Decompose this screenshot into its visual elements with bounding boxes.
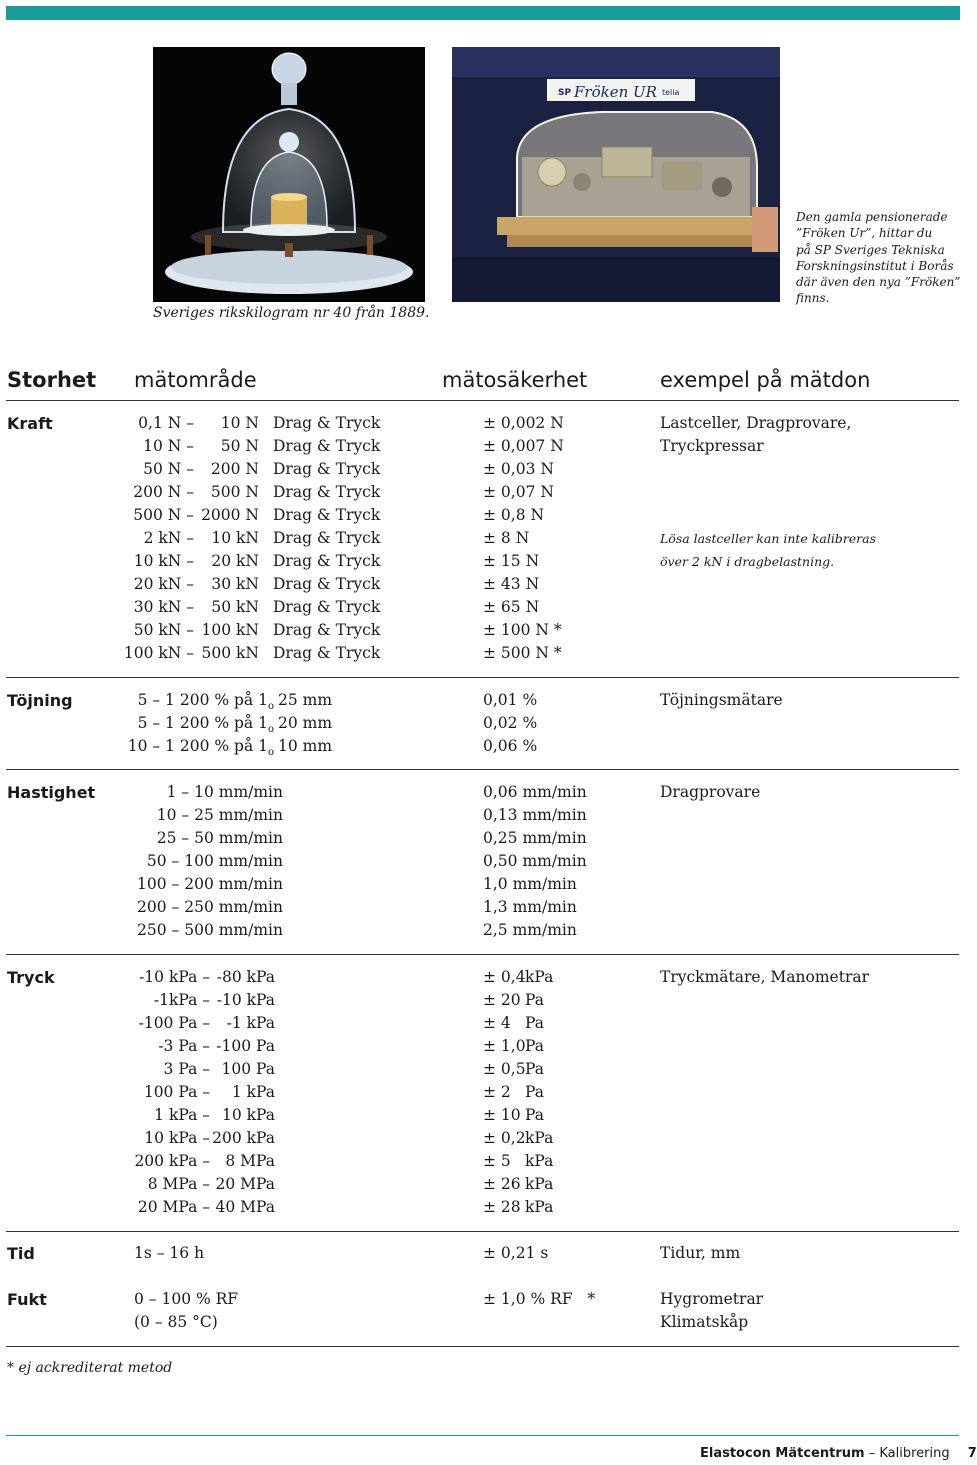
uncertainty-unit: kPa: [525, 1152, 554, 1170]
kraft-row: [0, 481, 960, 504]
range-to: -1 kPa: [226, 1014, 275, 1032]
uncertainty: 0,06 mm/min: [483, 783, 587, 801]
tid-label: Tid: [7, 1244, 35, 1263]
speed-range: 50 – 100 mm/min: [146, 852, 283, 870]
load-type: Drag & Tryck: [273, 437, 381, 455]
example: Tryckmätare, Manometrar: [660, 968, 870, 986]
hastighet-row: [0, 804, 960, 827]
uncertainty: 0,25 mm/min: [483, 829, 587, 847]
uncertainty: ± 0,03 N: [483, 460, 554, 478]
tryck-row: [0, 1012, 960, 1035]
strain-range: [138, 689, 274, 712]
uncertainty: 0,02 %: [483, 714, 538, 732]
range-from: 100 Pa –: [143, 1083, 210, 1101]
range-to: 20 kN: [211, 552, 259, 570]
range-to: 50 kN: [211, 598, 259, 616]
uncertainty-value: ± 20: [483, 991, 521, 1009]
divider-bottom: [6, 1346, 959, 1347]
clock-caption-line: Den gamla pensionerade: [796, 210, 948, 224]
tryck-row: [0, 1035, 960, 1058]
clock-caption: [796, 209, 961, 307]
speed-range: 10 – 25 mm/min: [156, 806, 283, 824]
range-from: 3 Pa –: [163, 1060, 210, 1078]
footer-company: Elastocon Mätcentrum: [700, 1446, 865, 1461]
kilogram-photo: [153, 47, 425, 302]
example: Dragprovare: [660, 783, 761, 801]
fukt-example-2: Klimatskåp: [660, 1313, 749, 1331]
uncertainty-unit: kPa: [525, 1129, 554, 1147]
range-from: 2 kN –: [143, 529, 194, 547]
footer-section: Kalibrering: [879, 1446, 950, 1461]
uncertainty: ± 43 N: [483, 575, 540, 593]
uncertainty-unit: Pa: [525, 991, 544, 1009]
kraft-row: [0, 412, 960, 435]
footer-divider: [6, 1435, 959, 1436]
tryck-row: [0, 1173, 960, 1196]
uncertainty: ± 500 N *: [483, 644, 562, 662]
load-type: Drag & Tryck: [273, 621, 381, 639]
range-from: 20 MPa –: [137, 1198, 210, 1216]
range-to: 10 N: [220, 414, 259, 432]
kraft-row: [0, 550, 960, 573]
uncertainty-unit: kPa: [525, 968, 554, 986]
range-to: 50 N: [220, 437, 259, 455]
uncertainty-value: ± 0,2: [483, 1129, 526, 1147]
speed-range: 250 – 500 mm/min: [137, 921, 283, 939]
kraft-row: [0, 527, 960, 550]
fukt-range-condition: (0 – 85 °C): [134, 1313, 218, 1331]
load-type: Drag & Tryck: [273, 506, 381, 524]
load-type: Drag & Tryck: [273, 414, 381, 432]
tryck-row: [0, 1081, 960, 1104]
load-type: Drag & Tryck: [273, 598, 381, 616]
example: Lastceller, Dragprovare,: [660, 414, 852, 432]
gauge-length: 20 mm: [278, 714, 333, 732]
strain-range: [128, 735, 274, 758]
strain-text: 5 – 1 200 % på 1: [137, 691, 268, 709]
range-to: -10 kPa: [216, 991, 275, 1009]
tryck-row: [0, 1196, 960, 1219]
kraft-label: Kraft: [7, 414, 53, 433]
uncertainty: ± 15 N: [483, 552, 540, 570]
range-to: 100 Pa: [221, 1060, 275, 1078]
hastighet-row: [0, 850, 960, 873]
uncertainty-value: ± 5: [483, 1152, 511, 1170]
strain-text: 5 – 1 200 % på 1: [137, 714, 268, 732]
range-to: 8 MPa: [225, 1152, 275, 1170]
range-to: 30 kN: [211, 575, 259, 593]
kraft-row: [0, 642, 960, 665]
tid-row: [0, 1242, 960, 1265]
page-footer: [700, 1446, 977, 1461]
uncertainty-value: ± 26: [483, 1175, 521, 1193]
uncertainty-value: ± 0,5: [483, 1060, 526, 1078]
uncertainty-value: ± 0,4: [483, 968, 526, 986]
range-to: -100 Pa: [216, 1037, 275, 1055]
range-from: -1kPa –: [153, 991, 210, 1009]
gauge-length: 10 mm: [278, 737, 333, 755]
kraft-note: över 2 kN i dragbelastning.: [660, 554, 835, 569]
kraft-row: [0, 435, 960, 458]
header-storhet: Storhet: [7, 368, 97, 392]
kraft-row: [0, 504, 960, 527]
fukt-uncertainty: ± 1,0 % RF *: [483, 1290, 596, 1308]
range-to: -80 kPa: [216, 968, 275, 986]
uncertainty: 0,06 %: [483, 737, 538, 755]
divider-tojning: [6, 677, 959, 678]
uncertainty-unit: Pa: [525, 1014, 544, 1032]
uncertainty-value: ± 28: [483, 1198, 521, 1216]
uncertainty: ± 0,002 N: [483, 414, 564, 432]
load-type: Drag & Tryck: [273, 644, 381, 662]
tojning-row: [0, 712, 960, 735]
tryck-row: [0, 1058, 960, 1081]
uncertainty-value: ± 1,0: [483, 1037, 526, 1055]
range-to: 200 kPa: [212, 1129, 275, 1147]
hastighet-row: [0, 873, 960, 896]
uncertainty: 1,0 mm/min: [483, 875, 577, 893]
speed-range: 100 – 200 mm/min: [137, 875, 283, 893]
range-from: 8 MPa –: [147, 1175, 210, 1193]
load-type: Drag & Tryck: [273, 552, 381, 570]
kilogram-illustration: [153, 47, 425, 302]
uncertainty: 0,01 %: [483, 691, 538, 709]
uncertainty: ± 65 N: [483, 598, 540, 616]
range-to: 200 N: [210, 460, 259, 478]
speed-range: 1 – 10 mm/min: [166, 783, 283, 801]
gauge-length: 25 mm: [278, 691, 333, 709]
footer-page-number: 7: [967, 1446, 977, 1461]
range-to: 10 kPa: [221, 1106, 275, 1124]
range-from: 10 N –: [143, 437, 194, 455]
header-matosakerhet: mätosäkerhet: [442, 368, 588, 392]
top-accent-bar: [6, 6, 960, 20]
uncertainty-value: ± 10: [483, 1106, 521, 1124]
clock-sign-text: Fröken UR: [574, 83, 657, 101]
range-from: 20 kN –: [133, 575, 194, 593]
tryck-label: Tryck: [7, 968, 55, 987]
clock-caption-line: Forskningsinstitut i Borås: [796, 258, 954, 273]
range-from: 500 N –: [133, 506, 194, 524]
tryck-row: [0, 966, 960, 989]
fukt-row: [0, 1288, 960, 1311]
header-matomrade: mätområde: [134, 368, 257, 392]
hastighet-label: Hastighet: [7, 783, 96, 802]
clock-sign-telia: telia: [662, 88, 680, 97]
range-from: 1 kPa –: [154, 1106, 210, 1124]
range-from: 200 kPa –: [134, 1152, 210, 1170]
froken-ur-photo: [452, 47, 780, 302]
speed-range: 200 – 250 mm/min: [137, 898, 283, 916]
range-from: 0,1 N –: [138, 414, 194, 432]
tryck-row: [0, 1104, 960, 1127]
load-type: Drag & Tryck: [273, 483, 381, 501]
uncertainty-unit: Pa: [525, 1037, 544, 1055]
range-to: 500 N: [210, 483, 259, 501]
tojning-row: [0, 689, 960, 712]
clock-caption-line: där även den nya ”Fröken”: [796, 275, 961, 290]
speed-range: 25 – 50 mm/min: [156, 829, 283, 847]
tryck-row: [0, 989, 960, 1012]
load-type: Drag & Tryck: [273, 575, 381, 593]
range-from: 100 kN –: [123, 644, 194, 662]
clock-caption-line: på SP Sveriges Tekniska: [796, 242, 945, 257]
kraft-row: [0, 573, 960, 596]
range-from: 50 N –: [143, 460, 194, 478]
example: Tryckpressar: [660, 437, 764, 455]
gauge-subscript: o: [267, 701, 274, 712]
clock-caption-line: finns.: [796, 291, 830, 306]
hastighet-row: [0, 919, 960, 942]
fukt-range: 0 – 100 % RF: [134, 1290, 239, 1308]
uncertainty: 2,5 mm/min: [483, 921, 577, 939]
kraft-row: [0, 596, 960, 619]
hastighet-row: [0, 827, 960, 850]
tid-example: Tidur, mm: [660, 1244, 741, 1262]
kilogram-caption: Sveriges rikskilogram nr 40 från 1889.: [153, 305, 430, 321]
range-to: 20 MPa: [215, 1175, 275, 1193]
load-type: Drag & Tryck: [273, 529, 381, 547]
header-divider: [6, 400, 959, 401]
range-to: 1 kPa: [231, 1083, 275, 1101]
divider-tid: [6, 1231, 959, 1232]
uncertainty: 0,13 mm/min: [483, 806, 587, 824]
strain-text: 10 – 1 200 % på 1: [127, 737, 268, 755]
fukt-example: Hygrometrar: [660, 1290, 764, 1308]
range-to: 40 MPa: [215, 1198, 275, 1216]
range-from: 200 N –: [133, 483, 194, 501]
load-type: Drag & Tryck: [273, 460, 381, 478]
footnote: * ej ackrediterat metod: [7, 1360, 173, 1376]
uncertainty: 1,3 mm/min: [483, 898, 577, 916]
tid-range: 1s – 16 h: [134, 1244, 205, 1262]
tryck-row: [0, 1150, 960, 1173]
tojning-label: Töjning: [7, 691, 73, 710]
clock-sign-sp: SP: [558, 88, 572, 98]
hastighet-row: [0, 896, 960, 919]
fukt-row-2: [0, 1311, 960, 1334]
header-exempel: exempel på mätdon: [660, 368, 871, 392]
uncertainty: ± 100 N *: [483, 621, 562, 639]
uncertainty: ± 0,007 N: [483, 437, 564, 455]
clock-caption-line: ”Fröken Ur”, hittar du: [796, 226, 933, 241]
uncertainty: ± 0,8 N: [483, 506, 545, 524]
tid-uncertainty: ± 0,21 s: [483, 1244, 549, 1262]
range-from: 10 kN –: [133, 552, 194, 570]
divider-tryck: [6, 954, 959, 955]
uncertainty-value: ± 2: [483, 1083, 511, 1101]
range-from: 30 kN –: [133, 598, 194, 616]
range-from: -10 kPa –: [139, 968, 210, 986]
gauge-subscript: o: [267, 747, 274, 758]
range-from: -3 Pa –: [158, 1037, 210, 1055]
range-to: 100 kN: [201, 621, 259, 639]
fukt-label: Fukt: [7, 1290, 47, 1309]
gauge-subscript: o: [267, 724, 274, 735]
uncertainty-unit: Pa: [525, 1060, 544, 1078]
kraft-row: [0, 458, 960, 481]
example: Töjningsmätare: [660, 691, 783, 709]
uncertainty-unit: Pa: [525, 1106, 544, 1124]
uncertainty-unit: Pa: [525, 1083, 544, 1101]
uncertainty: ± 0,07 N: [483, 483, 554, 501]
uncertainty: ± 8 N: [483, 529, 530, 547]
froken-ur-illustration: [452, 47, 780, 302]
uncertainty-unit: kPa: [525, 1198, 554, 1216]
range-from: 10 kPa –: [144, 1129, 210, 1147]
uncertainty: 0,50 mm/min: [483, 852, 587, 870]
hastighet-row: [0, 781, 960, 804]
tryck-row: [0, 1127, 960, 1150]
uncertainty-value: ± 4: [483, 1014, 511, 1032]
range-from: -100 Pa –: [138, 1014, 210, 1032]
range-to: 500 kN: [201, 644, 259, 662]
uncertainty-unit: kPa: [525, 1175, 554, 1193]
tojning-row: [0, 735, 960, 758]
range-from: 50 kN –: [133, 621, 194, 639]
kraft-row: [0, 619, 960, 642]
footer-separator: –: [868, 1446, 876, 1461]
range-to: 2000 N: [201, 506, 259, 524]
range-to: 10 kN: [211, 529, 259, 547]
kraft-note: Lösa lastceller kan inte kalibreras: [660, 531, 877, 546]
divider-hastighet: [6, 769, 959, 770]
strain-range: [138, 712, 274, 735]
